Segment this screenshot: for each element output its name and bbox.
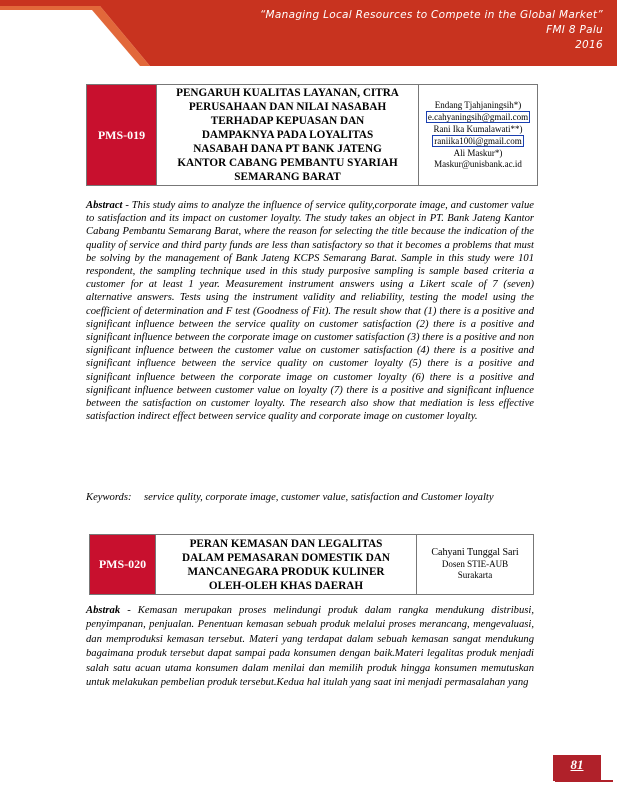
author-name: Endang Tjahjaningsih*) xyxy=(434,99,522,110)
paper-header-table-1 xyxy=(86,84,538,186)
author-city: Surakarta xyxy=(457,570,493,581)
header-banner xyxy=(0,0,617,66)
title-line: NASABAH DANA PT BANK JATENG xyxy=(193,143,382,155)
abstract-text: - This study aims to analyze the influence of service qulity,corporate image, and customer value to satisfaction and its impact on customer loyalty. The study takes an object in PT. Bank Jateng Kantor Cabang Pembantu Semarang Barat, where the reason for selecting the title because the indication of the quality of service and third party funds are less than satisfactory so that it becomes a problems that must be solving by the management of Bank Jateng KCPS Semarang Barat. Sample in this study were 101 respondent, the sampling technique used in this study purposive sampling is sample based criteria a customer for at least 1 year. Measurement instrument answers using a Likert scale of 7 (seven) alternative answers. Tests using the instrument validity and reliability, testing the model using the coefficient of determination and F test (Goodness of Fit). The result show that (1) there is a positive and significant influence between the service quality on customer satisfaction (2) there is a positive and significant influence between the corporate image on customer satisfaction (3) there is a positive and non significant influence between the customer value on customer satisfaction (4) there is a positive and significant influence between the service quality on customer loyalty (5) there is a positive and significant influence between the corporate image on customer loyalty (6) there is a positive and significant influence between customer value on loyalty (7) there is a positive and significant influence between the satisfaction on customer loyalty. The research also show that mediation is less effective satisfaction indirect effect between service quality and corporate image on customer loyalty. xyxy=(86,200,534,423)
abstract-paragraph xyxy=(86,199,534,423)
abstract-text: - Kemasan merupakan proses melindungi produk dalam rangka mendukung distribusi, penyimpanan, penjualan. Penentuan kemasan sebuah produk melalui proses merancang, mengevaluasi, dan memproduksi kemasan tersebut. Materi yang terdapat dalam sebuah kemasan sangat mendukung bagaimana produk tersebut dapat sampai pada konsumen dengan baik.Materi legalitas produk menjadi salah satu acuan utama konsumen dalam menilai dan memilih produk hingga konsumen memutuskan untuk melakukan pembelian produk tersebut.Kedua hal itulah yang saat ini menjadi permasalahan yang xyxy=(86,605,534,689)
paper-header-table-2 xyxy=(89,534,534,595)
paper-code-badge: PMS-020 xyxy=(90,535,156,595)
title-line: SEMARANG BARAT xyxy=(234,171,341,183)
author-email-link[interactable]: raniika100i@gmail.com xyxy=(434,136,522,146)
author-name: Rani Ika Kumalawati**) xyxy=(433,123,523,134)
conference-name: FMI 8 Palu xyxy=(546,24,603,36)
title-line: MANCANEGARA PRODUK KULINER xyxy=(187,565,385,578)
abstract-paragraph xyxy=(86,604,534,690)
keywords-label: Keywords: xyxy=(86,492,132,503)
title-line: PENGARUH KUALITAS LAYANAN, CITRA xyxy=(176,87,399,99)
title-line: TERHADAP KEPUASAN DAN xyxy=(210,115,365,127)
title-line: KANTOR CABANG PEMBANTU SYARIAH xyxy=(177,157,398,169)
author-name: Cahyani Tunggal Sari xyxy=(431,547,519,559)
title-line: PERAN KEMASAN DAN LEGALITAS xyxy=(189,537,383,550)
author-affiliation: Dosen STIE-AUB xyxy=(441,558,509,569)
paper-title xyxy=(157,85,419,186)
author-email-link[interactable]: e.cahyaningsih@gmail.com xyxy=(427,112,529,122)
conference-theme: “Managing Local Resources to Compete in the Global Market” xyxy=(259,9,603,21)
paper-code-badge: PMS-019 xyxy=(87,85,157,186)
abstract-label: Abstract xyxy=(86,200,123,211)
paper-title xyxy=(156,535,417,595)
keywords-paragraph xyxy=(86,491,534,505)
title-line: PERUSAHAAN DAN NILAI NASABAH xyxy=(188,101,387,113)
title-line: DALAM PEMASARAN DOMESTIK DAN xyxy=(182,551,390,564)
abstract-label: Abstrak xyxy=(86,605,121,616)
conference-year: 2016 xyxy=(575,39,603,51)
page-number: 81 xyxy=(570,757,584,772)
page-number-underline xyxy=(555,780,613,782)
page-number-box xyxy=(553,755,601,781)
author-email: Maskur@unisbank.ac.id xyxy=(434,159,522,169)
author-name: Ali Maskur*) xyxy=(453,147,503,158)
paper-authors xyxy=(419,85,538,186)
paper-authors xyxy=(417,535,534,595)
conference-header xyxy=(260,8,603,53)
title-line: OLEH-OLEH KHAS DAERAH xyxy=(208,579,364,592)
keywords-text: service qulity, corporate image, customer value, satisfaction and Customer loyalty xyxy=(144,492,494,503)
title-line: DAMPAKNYA PADA LOYALITAS xyxy=(201,129,374,141)
